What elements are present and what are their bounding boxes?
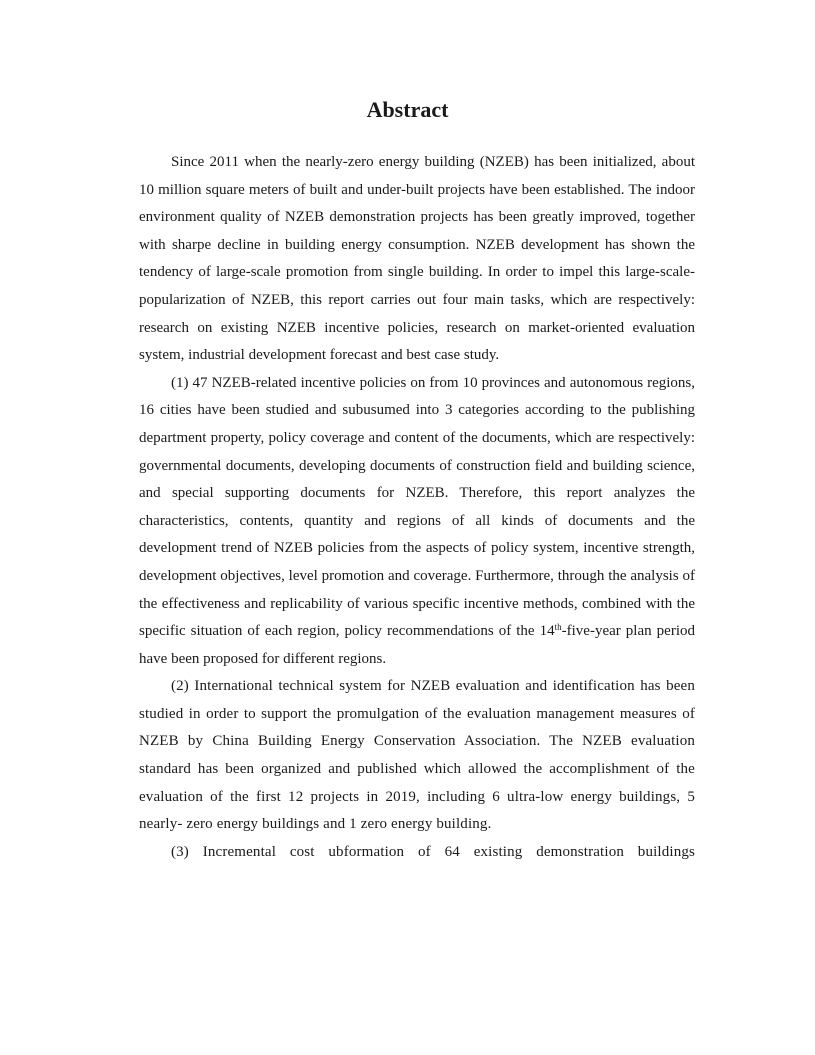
- paragraph-evaluation: (2) International technical system for NZEB evaluation and identification has been studied in order to support the promulgation of the evaluation management measures of NZEB by China Building Energy Conservation Association. The NZEB evaluation standard has been organized and published which allowed the accomplishment of the evaluation of the first 12 projects in 2019, including 6 ultra-low energy buildings, 5 nearly- zero energy buildings and 1 zero energy building.: [139, 678, 695, 833]
- abstract-body: [139, 149, 695, 866]
- paragraph-policies-text-end: -five-year plan period have been proposed for different regions.: [139, 623, 695, 667]
- paragraph-policies: [139, 370, 695, 674]
- paragraph-intro: Since 2011 when the nearly-zero energy building (NZEB) has been initialized, about 10 million square meters of built and under-built projects have been established. The indoor environment quality of NZEB demonstration projects has been greatly improved, together with sharpe decline in building energy consumption. NZEB development has shown the tendency of large-scale promotion from single building. In order to impel this large-scale-popularization of NZEB, this report carries out four main tasks, which are respectively: research on existing NZEB incentive policies, research on market-oriented evaluation system, industrial development forecast and best case study.: [139, 154, 695, 364]
- paragraph-policies-text: (1) 47 NZEB-related incentive policies on from 10 provinces and autonomous regions, 16 cities have been studied and subusumed into 3 categories according to the publishing department property, policy coverage and content of the documents, which are respectively: governmental documents, developing documents of construction field and building science, and special supporting documents for NZEB. Therefore, this report analyzes the characteristics, contents, quantity and regions of all kinds of documents and the development trend of NZEB policies from the aspects of policy system, incentive strength, development objectives, level promotion and coverage. Furthermore, through the analysis of the effectiveness and replicability of various specific incentive methods, combined with the specific situation of each region, policy recommendations of the 14: [139, 374, 695, 640]
- page-title: Abstract: [366, 97, 449, 122]
- paragraph-cost: (3) Incremental cost ubformation of 64 existing demonstration buildings: [171, 843, 695, 860]
- ordinal-superscript: th: [554, 622, 562, 633]
